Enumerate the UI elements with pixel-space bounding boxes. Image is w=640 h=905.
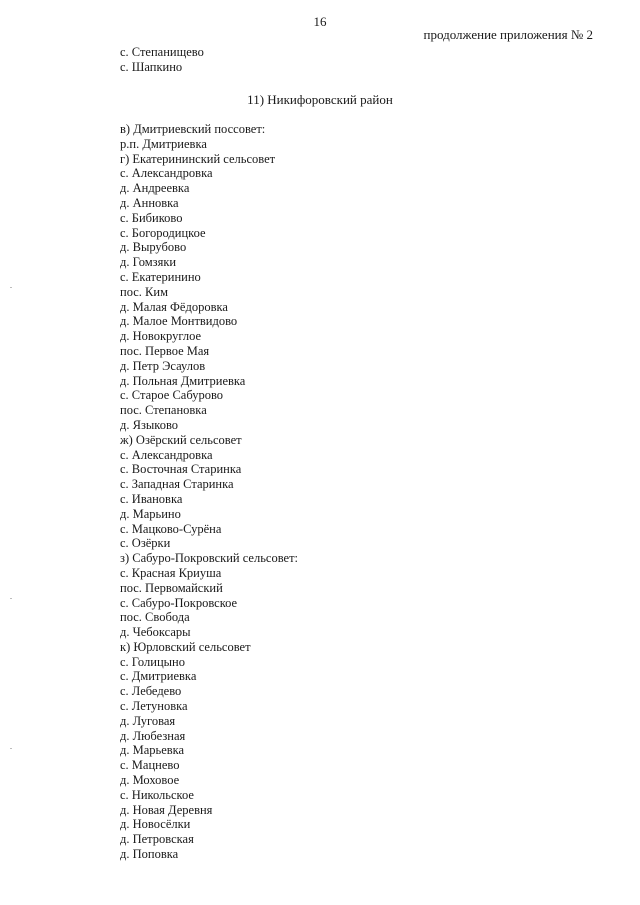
list-item: д. Малая Фёдоровка — [120, 299, 228, 314]
list-item: с. Лебедево — [120, 684, 182, 699]
list-item: с. Дмитриевка — [120, 669, 197, 684]
list-item: с. Степанищево — [120, 45, 204, 59]
list-item: д. Новокруглое — [120, 329, 202, 344]
list-item: с. Западная Старинка — [120, 477, 234, 492]
list-item: с. Сабуро-Покровское — [120, 595, 238, 610]
scan-mark — [10, 748, 12, 749]
list-item: с. Восточная Старинка — [120, 462, 242, 477]
list-item: пос. Первое Мая — [120, 343, 210, 358]
list-item: д. Гомзяки — [120, 255, 177, 270]
list-item: з) Сабуро-Покровский сельсовет: — [120, 551, 299, 566]
list-item: пос. Ким — [120, 284, 168, 299]
list-item: д. Любезная — [120, 728, 186, 743]
list-item: с. Старое Сабурово — [120, 388, 224, 403]
list-item: д. Петр Эсаулов — [120, 358, 206, 373]
page-number: 16 — [313, 14, 327, 29]
list-item: к) Юрловский сельсовет — [120, 639, 251, 654]
list-item: д. Новая Деревня — [120, 802, 213, 817]
list-item: с. Мацнево — [120, 758, 180, 773]
list-item: с. Красная Криуша — [120, 565, 222, 580]
appendix-continuation-note: продолжение приложения № 2 — [423, 27, 593, 42]
list-item: д. Марьино — [120, 506, 181, 521]
list-item: с. Летуновка — [120, 699, 188, 714]
list-item: г) Екатерининский сельсовет — [120, 151, 276, 166]
list-item: д. Малое Монтвидово — [120, 314, 238, 329]
list-item: р.п. Дмитриевка — [120, 136, 207, 151]
scan-mark — [10, 598, 12, 599]
list-item: с. Бибиково — [120, 210, 183, 225]
list-item: ж) Озёрский сельсовет — [120, 432, 242, 447]
list-item: д. Анновка — [120, 195, 179, 210]
list-item: с. Александровка — [120, 166, 213, 181]
list-item: в) Дмитриевский поссовет: — [120, 122, 266, 136]
list-item: д. Моховое — [120, 773, 180, 788]
list-item: с. Александровка — [120, 447, 213, 462]
list-item: д. Чебоксары — [120, 625, 191, 640]
list-item: с. Ивановка — [120, 491, 183, 506]
list-item: пос. Степановка — [120, 403, 207, 418]
list-item: д. Языково — [120, 417, 179, 432]
scan-mark — [10, 287, 12, 288]
list-item: с. Богородицкое — [120, 225, 206, 240]
list-item: с. Озёрки — [120, 536, 171, 551]
list-item: пос. Первомайский — [120, 580, 223, 595]
top-settlement-list — [120, 45, 204, 75]
list-item: с. Екатеринино — [120, 269, 201, 284]
list-item: с. Шапкино — [120, 59, 183, 74]
list-item: с. Голицыно — [120, 654, 185, 669]
list-item: д. Марьевка — [120, 743, 185, 758]
list-item: с. Никольское — [120, 787, 194, 802]
list-item: д. Новосёлки — [120, 817, 191, 832]
list-item: пос. Свобода — [120, 610, 190, 625]
list-item: д. Петровская — [120, 832, 194, 847]
settlement-list — [120, 122, 298, 862]
district-heading: 11) Никифоровский район — [247, 92, 393, 107]
list-item: д. Поповка — [120, 847, 179, 862]
list-item: д. Вырубово — [120, 240, 187, 255]
list-item: д. Польная Дмитриевка — [120, 373, 246, 388]
list-item: с. Мацково-Сурёна — [120, 521, 222, 536]
list-item: д. Луговая — [120, 713, 176, 728]
list-item: д. Андреевка — [120, 181, 190, 196]
